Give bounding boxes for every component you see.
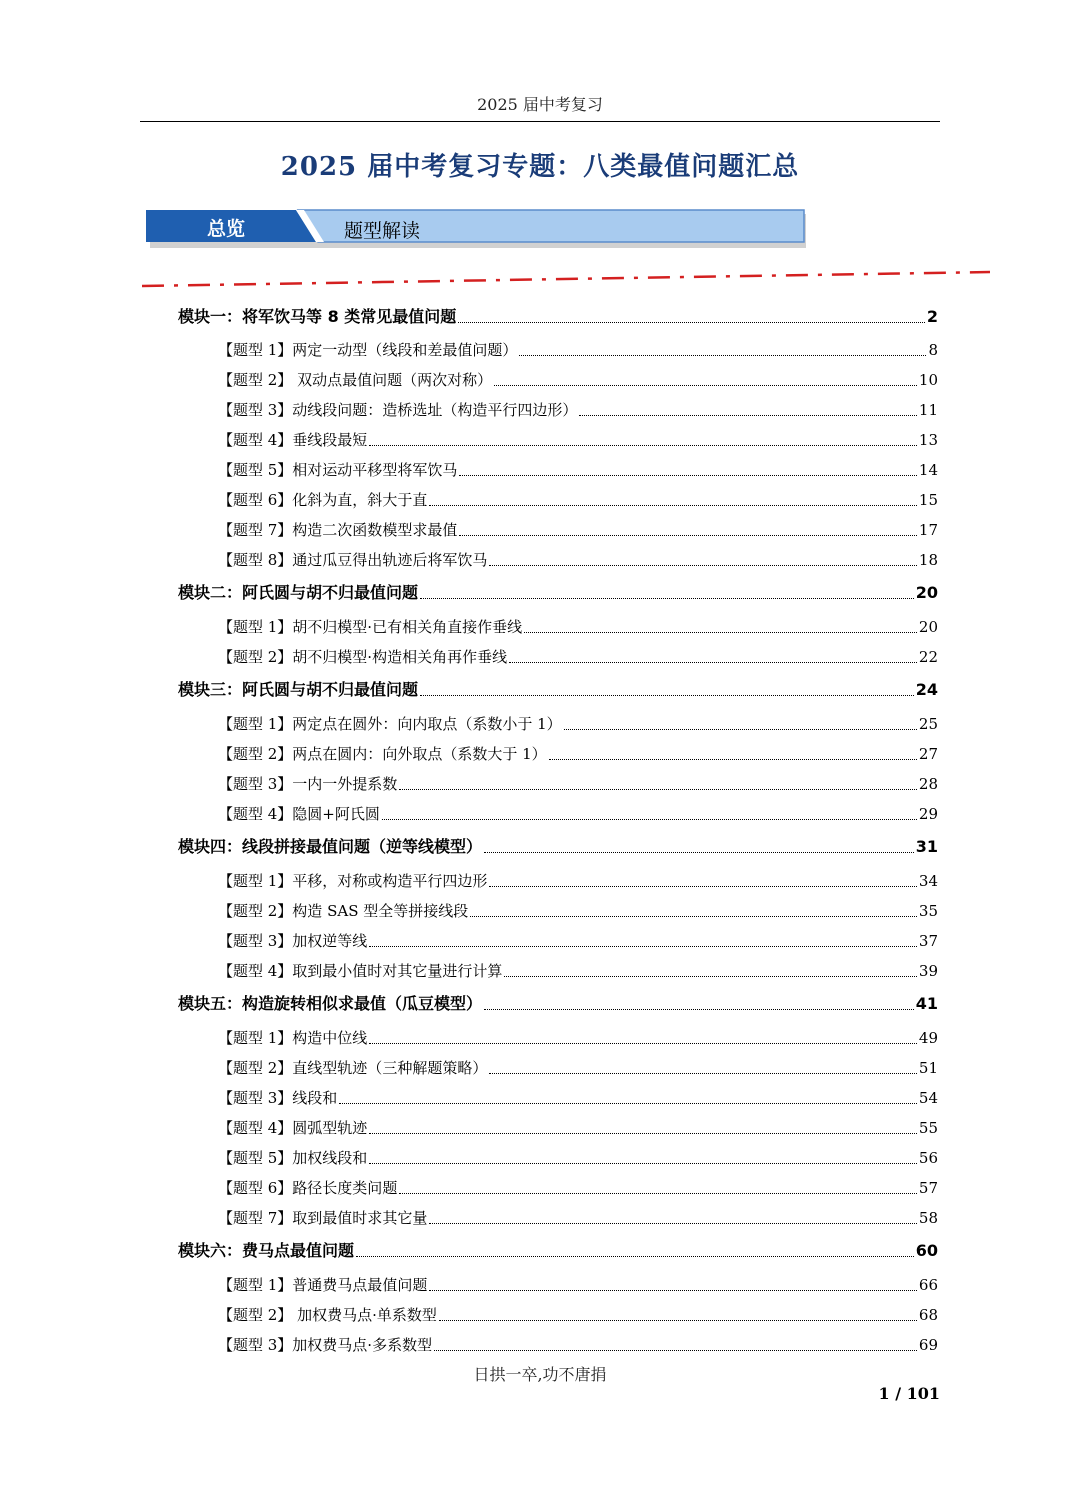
toc-dot-leader [484, 852, 914, 853]
toc-dot-leader [369, 1043, 917, 1044]
toc-dot-leader [519, 355, 926, 356]
toc-dot-leader [399, 1193, 917, 1194]
section-banner [146, 208, 810, 252]
toc-subentry[interactable] [218, 741, 938, 767]
toc-page-number: 2 [926, 307, 938, 326]
toc-entry-label: 【题型 6】化斜为直，斜大于直 [218, 491, 428, 509]
toc-entry-label: 【题型 3】加权逆等线 [218, 932, 368, 950]
toc-entry-label: 【题型 3】加权费马点·多系数型 [218, 1336, 433, 1354]
toc-dot-leader [429, 1223, 917, 1224]
toc-entry-label: 【题型 4】取到最小值时对其它量进行计算 [218, 962, 503, 980]
toc-entry-label: 模块三：阿氏圆与胡不归最值问题 [178, 680, 419, 699]
toc-dot-leader [509, 662, 917, 663]
toc-module-entry[interactable] [178, 677, 938, 703]
toc-entry-label: 【题型 6】路径长度类问题 [218, 1179, 398, 1197]
toc-entry-label: 【题型 4】垂线段最短 [218, 431, 368, 449]
toc-subentry[interactable] [218, 367, 938, 393]
toc-page-number: 51 [918, 1059, 938, 1077]
toc-dot-leader [489, 565, 917, 566]
toc-dot-leader [339, 1103, 917, 1104]
toc-dot-leader [494, 385, 917, 386]
toc-module-entry[interactable] [178, 991, 938, 1017]
toc-dot-leader [420, 598, 914, 599]
toc-page-number: 8 [928, 341, 938, 359]
toc-page-number: 15 [918, 491, 938, 509]
toc-module-entry[interactable] [178, 304, 938, 330]
toc-entry-label: 模块四：线段拼接最值问题（逆等线模型） [178, 837, 483, 856]
toc-dot-leader [549, 759, 917, 760]
toc-page-number: 10 [918, 371, 938, 389]
toc-entry-label: 【题型 2】 加权费马点·单系数型 [218, 1306, 437, 1324]
toc-page-number: 54 [918, 1089, 938, 1107]
toc-page-number: 20 [918, 618, 938, 636]
dash-dot-divider [140, 268, 992, 290]
toc-page-number: 37 [918, 932, 938, 950]
toc-subentry[interactable] [218, 1115, 938, 1141]
toc-entry-label: 【题型 3】线段和 [218, 1089, 338, 1107]
toc-dot-leader [382, 819, 917, 820]
toc-page-number: 57 [918, 1179, 938, 1197]
toc-subentry[interactable] [218, 1302, 938, 1328]
toc-module-entry[interactable] [178, 834, 938, 860]
toc-entry-label: 【题型 2】构造 SAS 型全等拼接线段 [218, 902, 469, 920]
toc-page-number: 49 [918, 1029, 938, 1047]
toc-page-number: 69 [918, 1336, 938, 1354]
toc-subentry[interactable] [218, 337, 938, 363]
toc-dot-leader [484, 1009, 914, 1010]
toc-subentry[interactable] [218, 1205, 938, 1231]
toc-page-number: 58 [918, 1209, 938, 1227]
toc-module-entry[interactable] [178, 1238, 938, 1264]
toc-page-number: 28 [918, 775, 938, 793]
banner-overview-label: 总览 [206, 218, 245, 240]
toc-dot-leader [369, 946, 917, 947]
toc-entry-label: 【题型 5】加权线段和 [218, 1149, 368, 1167]
toc-subentry[interactable] [218, 801, 938, 827]
toc-dot-leader [369, 445, 917, 446]
toc-subentry[interactable] [218, 614, 938, 640]
toc-subentry[interactable] [218, 1085, 938, 1111]
toc-dot-leader [369, 1163, 917, 1164]
toc-entry-label: 【题型 1】普通费马点最值问题 [218, 1276, 428, 1294]
toc-entry-label: 【题型 1】两定一动型（线段和差最值问题） [218, 341, 518, 359]
toc-entry-label: 【题型 8】通过瓜豆得出轨迹后将军饮马 [218, 551, 488, 569]
toc-dot-leader [459, 475, 917, 476]
toc-entry-label: 模块一：将军饮马等 8 类常见最值问题 [178, 307, 457, 326]
page-counter: 1 / 101 [878, 1384, 940, 1403]
toc-dot-leader [458, 322, 925, 323]
toc-entry-label: 【题型 2】直线型轨迹（三种解题策略） [218, 1059, 488, 1077]
header-rule [140, 121, 940, 122]
toc-subentry[interactable] [218, 457, 938, 483]
toc-entry-label: 【题型 1】构造中位线 [218, 1029, 368, 1047]
toc-entry-label: 【题型 3】动线段问题：造桥选址（构造平行四边形） [218, 401, 578, 419]
toc-page-number: 66 [918, 1276, 938, 1294]
toc-entry-label: 模块五：构造旋转相似求最值（瓜豆模型） [178, 994, 483, 1013]
toc-subentry[interactable] [218, 1025, 938, 1051]
toc-dot-leader [399, 789, 917, 790]
toc-subentry[interactable] [218, 868, 938, 894]
toc-dot-leader [564, 729, 917, 730]
toc-page-number: 14 [918, 461, 938, 479]
toc-subentry[interactable] [218, 958, 938, 984]
toc-entry-label: 【题型 4】隐圆+阿氏圆 [218, 805, 380, 823]
toc-dot-leader [429, 505, 917, 506]
toc-entry-label: 【题型 7】取到最值时求其它量 [218, 1209, 428, 1227]
toc-page-number: 20 [915, 583, 938, 602]
toc-dot-leader [369, 1133, 917, 1134]
toc-subentry[interactable] [218, 1272, 938, 1298]
toc-subentry[interactable] [218, 1175, 938, 1201]
toc-page-number: 29 [918, 805, 938, 823]
toc-dot-leader [489, 886, 917, 887]
toc-page-number: 60 [915, 1241, 938, 1260]
toc-dot-leader [420, 695, 914, 696]
toc-subentry[interactable] [218, 397, 938, 423]
toc-entry-label: 【题型 1】平移，对称或构造平行四边形 [218, 872, 488, 890]
toc-dot-leader [524, 632, 917, 633]
toc-subentry[interactable] [218, 427, 938, 453]
toc-dot-leader [470, 916, 917, 917]
document-title: 2025 届中考复习专题：八类最值问题汇总 [280, 152, 800, 182]
toc-dot-leader [434, 1350, 917, 1351]
toc-dot-leader [579, 415, 917, 416]
toc-dot-leader [429, 1290, 917, 1291]
toc-subentry[interactable] [218, 898, 938, 924]
toc-entry-label: 【题型 2】两点在圆内：向外取点（系数大于 1） [218, 745, 547, 763]
toc-subentry[interactable] [218, 1332, 938, 1358]
toc-entry-label: 【题型 3】一内一外提系数 [218, 775, 398, 793]
toc-entry-label: 【题型 1】两定点在圆外：向内取点（系数小于 1） [218, 715, 562, 733]
toc-entry-label: 【题型 5】相对运动平移型将军饮马 [218, 461, 458, 479]
toc-dot-leader [439, 1320, 917, 1321]
toc-page-number: 24 [915, 680, 938, 699]
toc-page-number: 41 [915, 994, 938, 1013]
toc-subentry[interactable] [218, 1055, 938, 1081]
toc-page-number: 17 [918, 521, 938, 539]
toc-subentry[interactable] [218, 1145, 938, 1171]
toc-page-number: 35 [918, 902, 938, 920]
toc-page-number: 34 [918, 872, 938, 890]
toc-subentry[interactable] [218, 711, 938, 737]
toc-page-number: 56 [918, 1149, 938, 1167]
toc-subentry[interactable] [218, 547, 938, 573]
toc-entry-label: 模块二：阿氏圆与胡不归最值问题 [178, 583, 419, 602]
toc-subentry[interactable] [218, 771, 938, 797]
toc-page-number: 13 [918, 431, 938, 449]
toc-dot-leader [489, 1073, 917, 1074]
toc-module-entry[interactable] [178, 580, 938, 606]
toc-dot-leader [504, 976, 917, 977]
toc-page-number: 25 [918, 715, 938, 733]
toc-entry-label: 【题型 4】圆弧型轨迹 [218, 1119, 368, 1137]
toc-page-number: 55 [918, 1119, 938, 1137]
toc-entry-label: 【题型 1】胡不归模型·已有相关角直接作垂线 [218, 618, 523, 636]
toc-entry-label: 【题型 7】构造二次函数模型求最值 [218, 521, 458, 539]
toc-page-number: 68 [918, 1306, 938, 1324]
toc-subentry[interactable] [218, 517, 938, 543]
toc-subentry[interactable] [218, 928, 938, 954]
toc-page-number: 22 [918, 648, 938, 666]
toc-entry-label: 【题型 2】胡不归模型·构造相关角再作垂线 [218, 648, 508, 666]
toc-entry-label: 模块六：费马点最值问题 [178, 1241, 355, 1260]
toc-page-number: 31 [915, 837, 938, 856]
toc-dot-leader [356, 1256, 914, 1257]
toc-page-number: 11 [918, 401, 938, 419]
toc-entry-label: 【题型 2】 双动点最值问题（两次对称） [218, 371, 493, 389]
footer-motto: 日拱一卒,功不唐捐 [473, 1365, 607, 1384]
toc-subentry[interactable] [218, 644, 938, 670]
toc-page-number: 18 [918, 551, 938, 569]
running-header: 2025 届中考复习 [477, 95, 603, 114]
toc-dot-leader [459, 535, 917, 536]
toc-page-number: 27 [918, 745, 938, 763]
toc-subentry[interactable] [218, 487, 938, 513]
toc-page-number: 39 [918, 962, 938, 980]
banner-interpretation-label: 题型解读 [344, 220, 421, 242]
